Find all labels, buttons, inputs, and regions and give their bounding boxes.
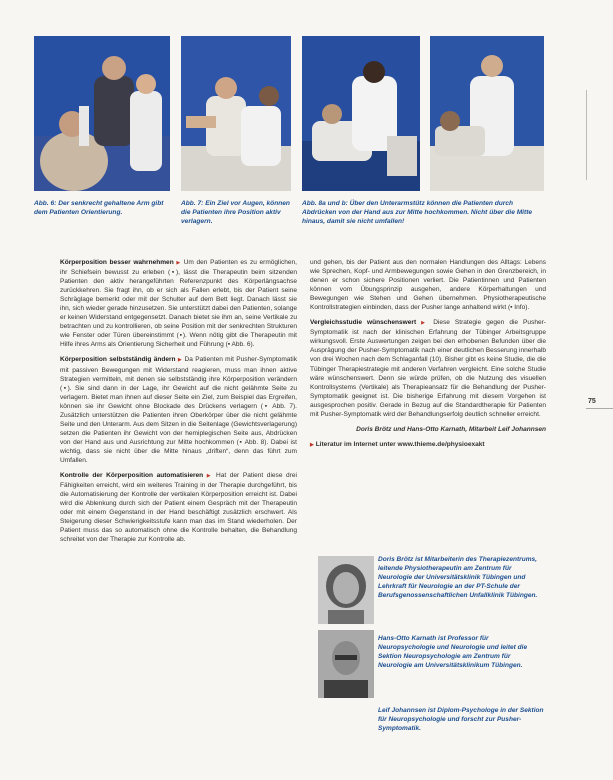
paragraph-text: Um den Patienten es zu ermöglichen, ihr Schiefsein bewusst zu erleben (▪), lässt die Therapeutin beim sitzenden Patienten den aktiv herangeführten Referenzpunkt des Körperlängsachse zurückkehren. Sie fragt ihn, ob er sich als Fallen erlebt, bis der Patient seine Schräglage bemerkt oder mit der Schulter auf dem Bett liegt. Danach lässt sie ihn, sich wieder gerade hinzusetzen. Sie unterstützt dabei den Patienten, solange er keinen Widerstand entgegensetzt. Danach bietet sie ihm an, seine Vertikale zu betrachten und zu kontrollieren, ob seine Position mit der senkrechten Strukturen wie Fenster oder Türen übereinstimmt (▪). Wenn nötig gibt die Therapeutin mit Hilfe ihres Arms als Orientierung Sicherheit und Führung (▪ Abb. 6). <box>60 259 297 349</box>
paragraph-text: Hat der Patient diese drei Fähigkeiten erreicht, wird ein weiteres Training in der Therapie durchgeführt, bis die Automatisierung der Kontrolle der vertikalen Körperposition erreicht ist. Dabei wird die Ablenkung durch sich der Patient einem Gespräch mit der Therapeutin oder mit einem Gegenstand in der Hand beschäftigt zusätzlich erschwert. Als Steigerung dieser Schwierigkeitsstufe kann man das im Stand wiederholen. Der Patient muss das so automatisch ohne die Kontrolle behalten, die Behandlung schreitet von der Therapie zur Kontrolle ab. <box>60 472 297 544</box>
photo-abb7 <box>181 36 291 191</box>
page-number-rule <box>586 408 613 409</box>
caption-label: Abb. 6: <box>34 200 57 207</box>
caption-text: Der senkrecht gehaltene Arm gibt dem Patienten Orientierung. <box>34 200 164 216</box>
paragraph <box>310 258 546 312</box>
caption-text: Über den Unterarmstütz können die Patienten durch Abdrücken von der Hand aus zur Mitte hochkommen. Nicht über die Mitte hinaus, damit sie nicht umfallen! <box>302 200 533 225</box>
arrow-icon: ▶ <box>177 357 183 364</box>
magazine-brand <box>588 92 602 172</box>
author-signature: Doris Brötz und Hans-Otto Karnath, Mitarbeit Leif Johannsen <box>356 425 546 433</box>
portrait-hans-otto-karnath <box>318 630 374 698</box>
section-heading: Kontrolle der Körperposition automatisieren <box>60 472 204 480</box>
bio-leif-johannsen: Leif Johannsen ist Diplom-Psychologe in der Sektion für Neuropsychologie und forscht zur Pusher-Symptomatik. <box>378 707 544 732</box>
bio-doris-broetz: Doris Brötz ist Mitarbeiterin des Therapiezentrums, leitende Physiotherapeutin am Zentrum für Neurologie der Universitätsklinik Tübingen und Lehrkraft für Neurologie an der PT-Schule der Berufsgenossenschaftlichen Unfallklinik Tübingen. <box>378 556 538 599</box>
caption-label: Abb. 7: <box>181 200 204 207</box>
section-heading: Körperposition besser wahrnehmen <box>60 259 174 266</box>
arrow-icon: ▶ <box>421 320 429 327</box>
caption-text: Ein Ziel vor Augen, können die Patienten ihre Position aktiv verlagern. <box>181 200 290 225</box>
paragraph-text: und gehen, bis der Patient aus den normalen Handlungen des Alltags: Lebens wie Sprechen, Kopf- und Armbewegungen sowie Gehen in den Grenzbereich, in denen er schon sichere Positionen verliert. Die Patientinnen und Patienten können vom Übungsprinzip ausgehen, andere Körperhaltungen und Bewegungen wie Stehen und Gehen übernehmen. Physiotherapeutische Kontrollstrategien einbinden, dass der Pusher lange anhaltend wirkt (▪ Info). <box>310 259 546 312</box>
literature-link[interactable]: Literatur im Internet unter www.thieme.de/physioexakt <box>315 440 485 448</box>
page-number: 75 <box>588 398 596 405</box>
paragraph <box>60 471 297 544</box>
photo-abb8b <box>430 36 544 191</box>
brand-therapie <box>593 153 613 163</box>
paragraph <box>60 355 297 465</box>
caption-abb6 <box>34 199 174 217</box>
caption-abb8 <box>302 199 544 226</box>
left-column <box>60 258 297 550</box>
bio-hans-otto-karnath: Hans-Otto Karnath ist Professor für Neuropsychologie und Neurologie und leitet die Sektion Neuropsychologie am Zentrum für Neurologie am Universitätsklinikum Tübingen. <box>378 635 528 669</box>
portrait-doris-broetz <box>318 556 374 624</box>
right-column <box>310 258 546 456</box>
arrow-icon: ▶ <box>206 473 213 480</box>
paragraph-text: Da Patienten mit Pusher-Symptomatik mit passiven Bewegungen mit Widerstand reagieren, muss man ihnen aktive Strategien vermitteln, mit denen sie selbstständig ihre Körperposition verändern (▪). Sie sind dann in der Lage, ihr Gewicht auf die nicht gelähmte Seite zu verlagern. Bietet man ihnen auf dieser Seite ein Ziel, zum Beispiel das Ergreifen, können sie ihr Gewicht ohne Blockade des Drückens verlagern (▪ Abb. 7). Zusätzlich unterstützen die Patienten ihren Oberkörper über die nicht gelähmte Seite und den Unterarm. Aus dem Sitzen in die Seitenlage (Gewichtsverlagerung) setzen die Patienten ihr Gewicht von der hemiplegischen Seite aus, Abdrücken von der Hand aus und Ausrichtung zur Mitte hochkommen (▪ Abb. 8). Dabei ist wichtig, dass sie nicht über die Mitte hinaus „driften“, denn das führt zum Umfallen. <box>60 356 297 464</box>
section-heading: Körperposition selbstständig ändern <box>60 356 176 364</box>
caption-abb7 <box>181 199 291 226</box>
paragraph-text: Diese Strategie gegen die Pusher-Symptomatik ist nach der klinischen Erfahrung der Tübinger Arbeitsgruppe wirkungsvoll. Erste Auswertungen zeigen bei den erhobenen Befunden über die Ausprägung der Pusher-Symptomatik nach einer deutlichen Besserung innerhalb von drei Wochen nach dem Schlaganfall (10). Bisher gibt es keine Studie, die die Tübinger Therapiestrategie mit anderen Verfahren vergleicht. Eine solche Studie wäre wünschenswert. Denn sie würde prüfen, ob die Nutzung des visuellen Kontrollsystems (Vertikale) als Therapieansatz für die Behandlung der Pusher-Symptomatik geeignet ist. Die bisherige Erfahrung mit diesem Vorgehen ist ausgesprochen positiv. Gerade in Bezug auf die Standardtherapie für Patienten mit Pusher-Symptomatik wird der Behandlungserfolg deutlich schneller erreicht. <box>310 319 546 418</box>
photo-abb6 <box>34 36 170 191</box>
paragraph <box>60 258 297 349</box>
photo-abb8a <box>302 36 420 191</box>
paragraph <box>310 318 546 419</box>
literature-note <box>310 440 546 450</box>
arrow-icon: ▶ <box>176 260 182 266</box>
caption-label: Abb. 8a und b: <box>302 200 348 207</box>
section-heading: Vergleichsstudie wünschenswert <box>310 319 417 327</box>
arrow-icon: ▶ <box>310 441 314 448</box>
side-rule <box>586 90 587 180</box>
